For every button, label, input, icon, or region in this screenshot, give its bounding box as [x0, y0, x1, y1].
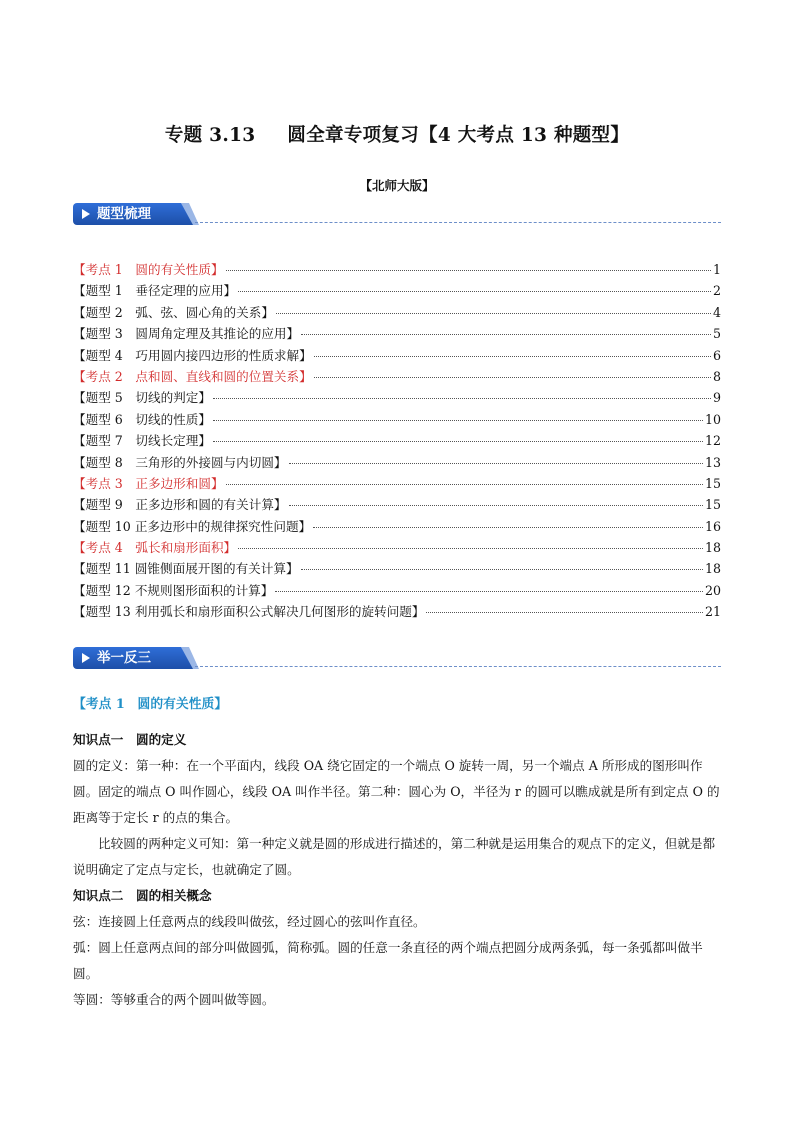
edition-label: 【北师大版】: [359, 178, 435, 193]
toc-page-number: 1: [712, 262, 721, 277]
toc-page-number: 20: [704, 582, 721, 598]
toc-entry[interactable]: [73, 409, 721, 430]
toc-entry-label: 【题型 2 弧、弦、圆心角的关系】: [73, 304, 274, 320]
toc-entry[interactable]: [73, 280, 721, 301]
title-topic-number: 专题 3.13: [164, 125, 256, 146]
toc-leader-dots: [213, 419, 703, 421]
toc-entry-label: 【题型 6 切线的性质】: [73, 411, 211, 427]
knowledge-point-title: 知识点二 圆的相关概念: [73, 888, 212, 903]
toc-entry-label: 【考点 4 弧长和扇形面积】: [73, 540, 237, 556]
toc-entry-label: 【题型 7 切线长定理】: [73, 433, 211, 449]
section-heading-toc: 题型梳理: [97, 206, 151, 222]
section-bar-toc: [73, 203, 721, 225]
toc-leader-dots: [275, 590, 703, 592]
toc-leader-dots: [314, 355, 711, 357]
toc-leader-dots: [213, 397, 711, 399]
toc-leader-dots: [226, 269, 711, 271]
paragraph: 弦：连接圆上任意两点的线段叫做弦，经过圆心的弦叫作直径。: [73, 914, 426, 929]
play-arrow-icon: [82, 209, 90, 219]
document-title: [0, 121, 794, 147]
toc-entry-label: 【考点 3 正多边形和圆】: [73, 475, 224, 491]
toc-leader-dots: [314, 376, 711, 378]
toc-leader-dots: [238, 290, 711, 292]
toc-page-number: 4: [712, 304, 721, 320]
toc-page-number: 15: [704, 475, 721, 491]
toc-page-number: 2: [712, 283, 721, 299]
toc-entry-label: 【题型 3 圆周角定理及其推论的应用】: [73, 326, 300, 342]
toc-entry[interactable]: [73, 323, 721, 344]
play-arrow-icon: [82, 653, 90, 663]
toc-entry[interactable]: [73, 452, 721, 473]
toc-leader-dots: [213, 440, 703, 442]
paragraph: 等圆：等够重合的两个圆叫做等圆。: [73, 992, 275, 1007]
toc-page-number: 18: [704, 561, 721, 577]
toc-entry[interactable]: [73, 537, 721, 558]
toc-entry-label: 【题型 1 垂径定理的应用】: [73, 283, 237, 299]
paragraph: 圆的定义：第一种：在一个平面内，线段 OA 绕它固定的一个端点 O 旋转一周，另一个端点 A 所形成的图形叫作圆。固定的端点 O 叫作圆心，线段 OA 叫作半径。第二种：圆心为 O，半径为 r 的圆可以瞧成就是所有到定点 O 的距离等于定长 r 的点的集合。: [73, 758, 720, 825]
toc-leader-dots: [289, 504, 703, 506]
toc-entry-label: 【考点 1 圆的有关性质】: [73, 262, 224, 277]
content-body: [73, 727, 721, 1013]
toc-entry-label: 【题型 5 切线的判定】: [73, 390, 211, 406]
toc-entry[interactable]: [73, 516, 721, 537]
toc-entry-label: 【题型 12 不规则图形面积的计算】: [73, 582, 274, 598]
toc-page-number: 12: [704, 433, 721, 449]
toc-entry-label: 【考点 2 点和圆、直线和圆的位置关系】: [73, 368, 312, 384]
toc-entry[interactable]: [73, 473, 721, 494]
knowledge-point-title: 知识点一 圆的定义: [73, 732, 187, 747]
toc-page-number: 10: [704, 411, 721, 427]
toc-entry[interactable]: [73, 580, 721, 601]
toc-entry-label: 【题型 9 正多边形和圆的有关计算】: [73, 497, 287, 513]
toc-leader-dots: [238, 547, 703, 549]
toc-entry-label: 【题型 11 圆锥侧面展开图的有关计算】: [73, 561, 299, 577]
toc-page-number: 16: [704, 518, 721, 534]
toc-entry[interactable]: [73, 366, 721, 387]
toc-entry[interactable]: [73, 259, 721, 280]
toc-page-number: 8: [712, 368, 721, 384]
toc-page-number: 15: [704, 497, 721, 513]
toc-entry-label: 【题型 4 巧用圆内接四边形的性质求解】: [73, 347, 312, 363]
toc-leader-dots: [226, 483, 703, 485]
dashed-divider: [195, 666, 721, 667]
toc-leader-dots: [313, 526, 703, 528]
toc-page-number: 18: [704, 540, 721, 556]
toc-entry[interactable]: [73, 430, 721, 451]
toc-entry-label: 【题型 13 利用弧长和扇形面积公式解决几何图形的旋转问题】: [73, 604, 425, 620]
section-heading-practice: 举一反三: [97, 650, 151, 666]
paragraph: 弧：圆上任意两点间的部分叫做圆弧，简称弧。圆的任意一条直径的两个端点把圆分成两条弧，每一条弧都叫做半圆。: [73, 940, 703, 981]
toc-entry[interactable]: [73, 302, 721, 323]
toc-leader-dots: [301, 333, 711, 335]
toc-page-number: 9: [712, 390, 721, 406]
toc-page-number: 13: [704, 454, 721, 470]
section-bar-practice: [73, 647, 721, 669]
toc-entry-label: 【题型 10 正多边形中的规律探究性问题】: [73, 518, 312, 534]
dashed-divider: [195, 222, 721, 223]
toc-entry[interactable]: [73, 494, 721, 515]
toc-page-number: 5: [712, 326, 721, 342]
toc-leader-dots: [301, 568, 703, 570]
toc-entry[interactable]: [73, 601, 721, 622]
title-main: 圆全章专项复习【4 大考点 13 种题型】: [287, 125, 630, 146]
toc-leader-dots: [289, 462, 703, 464]
toc-entry[interactable]: [73, 558, 721, 579]
toc-leader-dots: [276, 312, 711, 314]
toc-entry-label: 【题型 8 三角形的外接圆与内切圆】: [73, 454, 287, 470]
kaodian-heading: 【考点 1 圆的有关性质】: [73, 697, 228, 712]
toc-page-number: 21: [704, 604, 721, 620]
toc-leader-dots: [426, 611, 702, 613]
table-of-contents: [73, 259, 721, 623]
toc-page-number: 6: [712, 347, 721, 363]
paragraph: 比较圆的两种定义可知：第一种定义就是圆的形成进行描述的，第二种就是运用集合的观点下的定义，但就是都说明确定了定点与定长，也就确定了圆。: [73, 836, 716, 877]
toc-entry[interactable]: [73, 387, 721, 408]
toc-entry[interactable]: [73, 345, 721, 366]
